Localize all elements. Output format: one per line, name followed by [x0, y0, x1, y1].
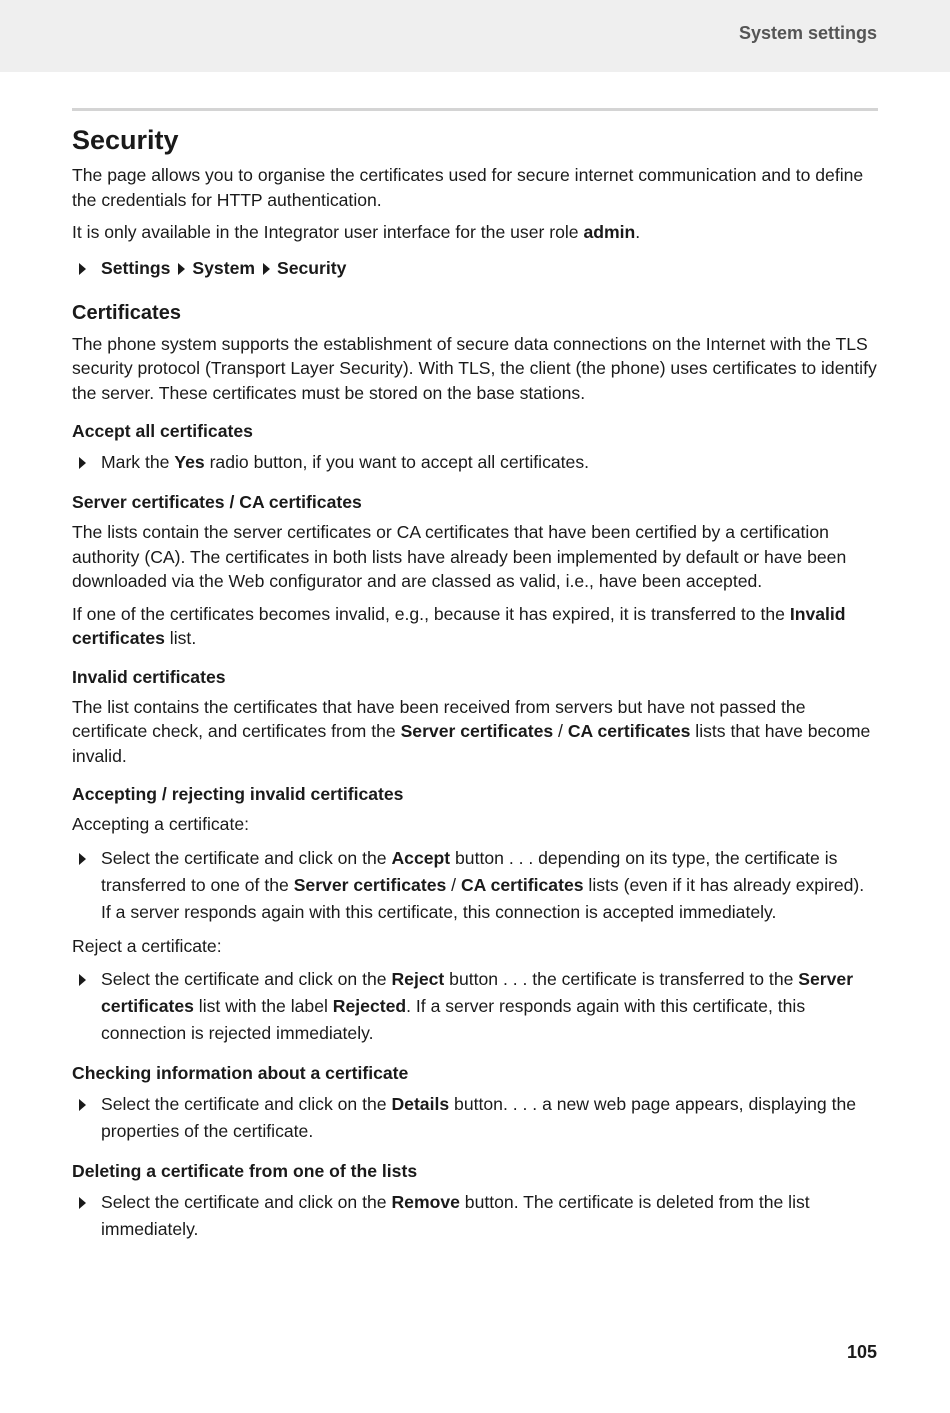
deleting-heading: Deleting a certificate from one of the lists: [72, 1161, 418, 1181]
page-content: [72, 122, 878, 1251]
nav-security: Security: [277, 257, 347, 278]
checking-heading: Checking information about a certificate: [72, 1063, 409, 1083]
intro-paragraph: The page allows you to organise the certificates used for secure internet communication and to define the credentials for HTTP authentication.: [72, 165, 864, 210]
navigation-path: [72, 255, 878, 282]
page-number: 105: [846, 1342, 877, 1362]
accept-all-heading: Accept all certificates: [72, 421, 253, 441]
nav-separator-icon: [178, 263, 185, 275]
nav-system: System: [192, 257, 255, 278]
invalid-heading: Invalid certificates: [72, 666, 226, 687]
step-arrow-icon: [79, 853, 86, 865]
certificates-intro: The phone system supports the establishment of secure data connections on the Internet with the TLS security protocol (Transport Layer Security). With TLS, the client (the phone) uses certificates to identify the server. These certificates must be stored on the base stations.: [72, 333, 877, 403]
step-arrow-icon: [79, 1099, 86, 1111]
title-rule: [72, 108, 878, 111]
invalid-paragraph: The list contains the certificates that have been received from servers but have not passed the certificate check, and certificates from the Server certificates / CA certificates lists that have become invalid.: [72, 696, 871, 766]
step-arrow-icon: [79, 1197, 86, 1209]
nav-settings: Settings: [101, 257, 171, 278]
step-arrow-icon: [79, 974, 86, 986]
server-ca-paragraph: The lists contain the server certificates or CA certificates that have been certified by a certification authority (CA). The certificates in both lists have already been implemented by default or have been downloaded via the Web configurator and are classed as valid, i.e., have been accepted.: [72, 522, 847, 591]
role-admin: admin: [583, 222, 636, 242]
step-arrow-icon: [79, 457, 86, 469]
server-ca-invalid-paragraph: If one of the certificates becomes invalid, e.g., because it has expired, it is transferred to the Invalid certificates list.: [72, 603, 846, 648]
accept-label: Accepting a certificate:: [72, 814, 250, 834]
accept-reject-heading: Accepting / rejecting invalid certificates: [72, 784, 404, 804]
page-header: [0, 0, 950, 72]
certificates-heading: Certificates: [72, 301, 181, 324]
step-arrow-icon: [79, 263, 86, 275]
page-title: Security: [72, 125, 179, 155]
reject-label: Reject a certificate:: [72, 935, 222, 956]
intro-role-paragraph: It is only available in the Integrator user interface for the user role admin.: [72, 222, 641, 242]
section-title: System settings: [738, 23, 877, 43]
accept-step: Select the certificate and click on the Accept button . . . depending on its type, the certificate is transferred to one of the Server certificates / CA certificates lists (even if it has already expired). If a server responds again with this certificate, this connection is accepted immediately.: [72, 845, 878, 926]
nav-separator-icon: [263, 263, 270, 275]
server-ca-heading: Server certificates / CA certificates: [72, 492, 362, 512]
checking-step: Select the certificate and click on the Details button. . . . a new web page appears, displaying the properties of the certificate.: [72, 1091, 878, 1145]
reject-step: Select the certificate and click on the Reject button . . . the certificate is transferred to the Server certificates list with the label Rejected. If a server responds again with this certificate, this connection is rejected immediately.: [72, 966, 878, 1047]
accept-all-step: Mark the Yes radio button, if you want to accept all certificates.: [72, 449, 878, 476]
deleting-step: Select the certificate and click on the Remove button. The certificate is deleted from the list immediately.: [72, 1189, 878, 1243]
